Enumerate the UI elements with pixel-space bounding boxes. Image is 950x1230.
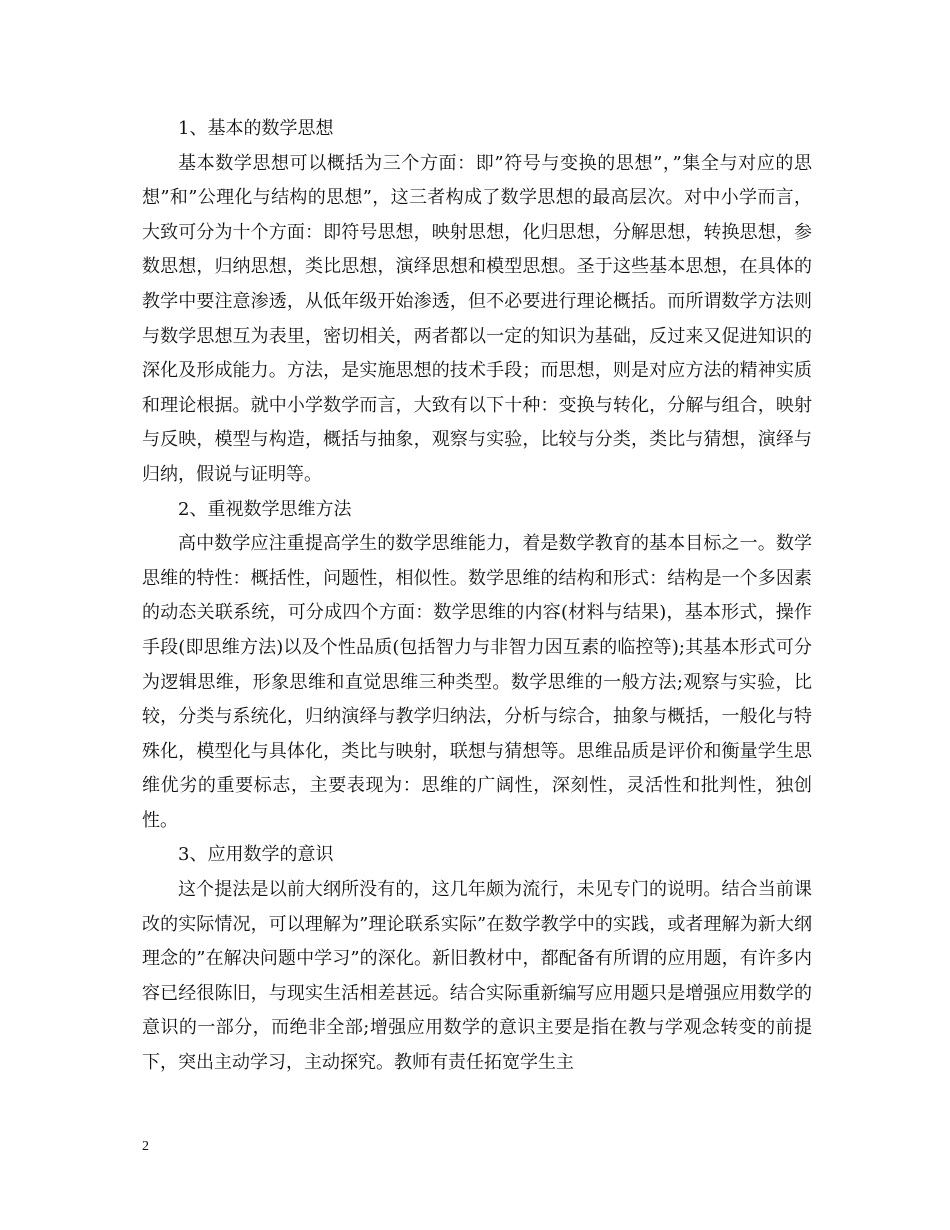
section-heading-2: 2、重视数学思维方法 bbox=[178, 498, 352, 520]
page-number: 2 bbox=[142, 1139, 149, 1154]
section-body-1: 基本数学思想可以概括为三个方面：即”符号与变换的思想”，”集全与对应的思想”和”公理化与结构的思想”，这三者构成了数学思想的最高层次。对中小学而言，大致可分为十个方面：即符号思想，映射思想，化归思想，分解思想，转换思想，参数思想，归纳思想，类比思想，演绎思想和模型思想。圣于这些基本思想，在具体的教学中要注意渗透，从低年级开始渗透，但不必要进行理论概括。而所谓数学方法则与数学思想互为表里，密切相关，两者都以一定的知识为基础，反过来又促进知识的深化及形成能力。方法，是实施思想的技术手段；而思想，则是对应方法的精神实质和理论根据。就中小学数学而言，大致有以下十种：变换与转化，分解与组合，映射与反映，模型与构造，概括与抽象，观察与实验，比较与分类，类比与猜想，演绎与归纳，假说与证明等。 bbox=[142, 152, 812, 485]
section-body-3: 这个提法是以前大纲所没有的，这几年颇为流行，未见专门的说明。结合当前课改的实际情况，可以理解为”理论联系实际”在数学教学中的实践，或者理解为新大纲理念的”在解决问题中学习”的深化。新旧教材中，都配备有所谓的应用题，有许多内容已经很陈旧，与现实生活相差甚远。结合实际重新编写应用题只是增强应用数学的意识的一部分，而绝非全部;增强应用数学的意识主要是指在教与学观念转变的前提下，突出主动学习，主动探究。教师有责任拓宽学生主 bbox=[142, 879, 812, 1074]
section-heading-3: 3、应用数学的意识 bbox=[178, 844, 334, 866]
section-body-2: 高中数学应注重提高学生的数学思维能力，着是数学教育的基本目标之一。数学思维的特性：概括性，问题性，相似性。数学思维的结构和形式：结构是一个多因素的动态关联系统，可分成四个方面：数学思维的内容(材料与结果)，基本形式，操作手段(即思维方法)以及个性品质(包括智力与非智力因互素的临控等);其基本形式可分为逻辑思维，形象思维和直觉思维三种类型。数学思维的一般方法;观察与实验，比较，分类与系统化，归纳演绎与教学归纳法，分析与综合，抽象与概括，一般化与特殊化，模型化与具体化，类比与映射，联想与猜想等。思维品质是评价和衡量学生思维优劣的重要标志，主要表现为：思维的广阔性，深刻性，灵活性和批判性，独创性。 bbox=[142, 533, 812, 831]
page-content bbox=[142, 112, 812, 1081]
section-heading-1: 1、基本的数学思想 bbox=[178, 118, 334, 139]
